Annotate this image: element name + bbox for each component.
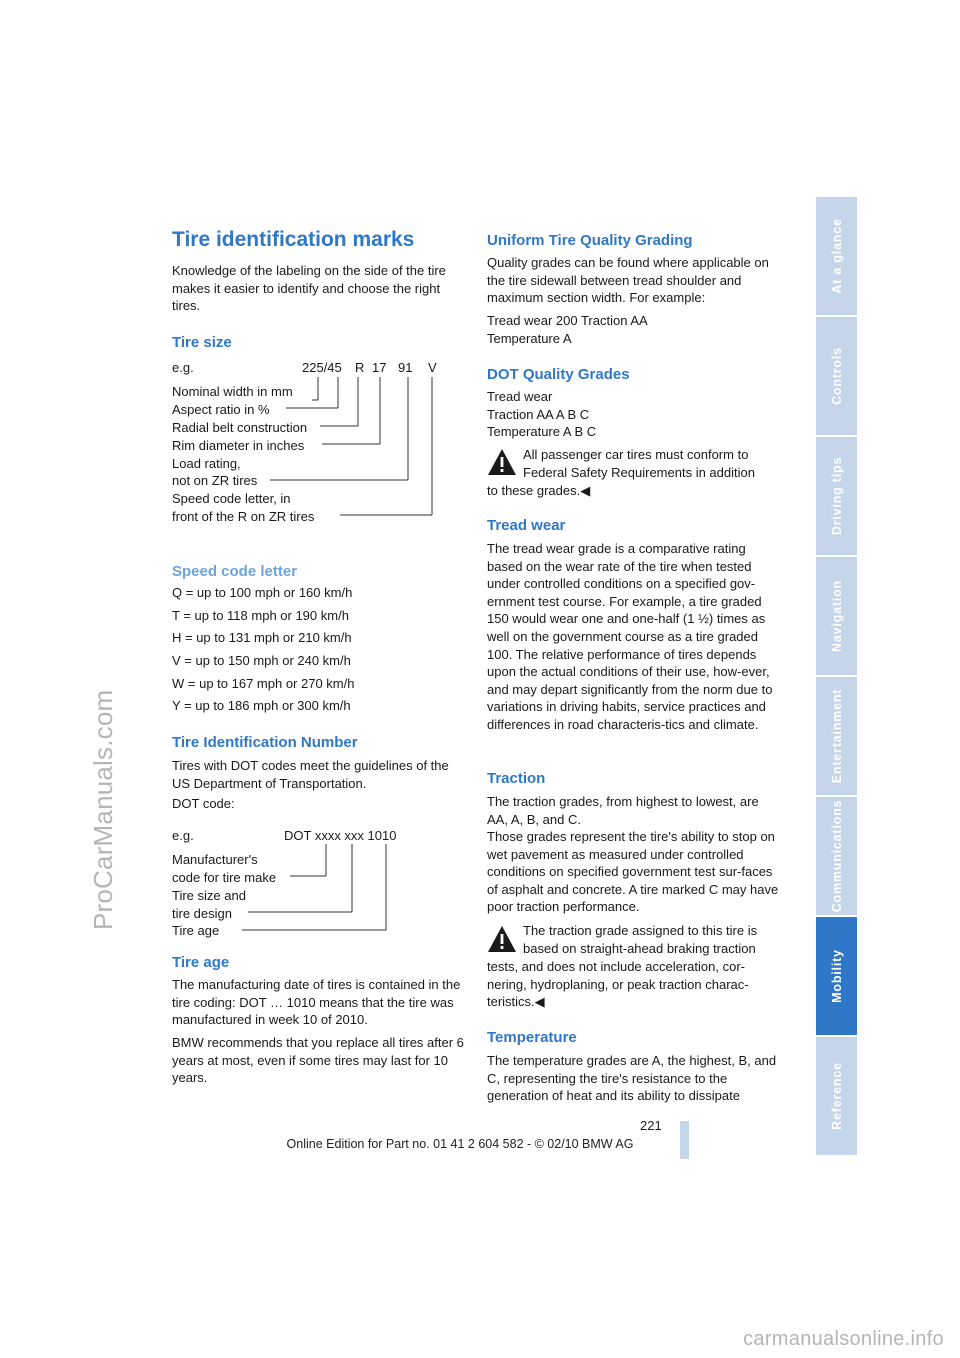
label-load: Load rating, [172,456,241,471]
dot-code-diagram [172,826,462,938]
traction-heading: Traction [487,770,546,787]
speed-item: W = up to 167 mph or 270 km/h [172,676,355,691]
traction-warning-text: tests, and does not include acceleration, cor-nering, hydroplaning, or peak traction charac-teristics.◀ [487,959,749,1010]
utqg-example: Temperature A [487,331,572,346]
dot-warning-text: Federal Safety Requirements in addition [523,465,755,480]
dot-grade-line: Temperature A B C [487,424,597,439]
tab-entertainment[interactable]: Entertainment [816,677,857,797]
temperature-heading: Temperature [487,1029,577,1046]
watermark-text: ProCarManuals.com [88,689,118,930]
tab-navigation[interactable]: Navigation [816,557,857,677]
label-manufacturer: Manufacturer's [172,852,258,867]
speed-item: T = up to 118 mph or 190 km/h [172,608,349,623]
utqg-text: Quality grades can be found where applicable on the tire sidewall between tread shoulder and maximum section width. For example: [487,255,769,306]
code-load: 91 [398,360,413,375]
label-width: Nominal width in mm [172,384,293,399]
page-title: Tire identification marks [172,228,415,251]
code-width: 225/45 [302,360,342,375]
intro-text: Knowledge of the labeling on the side of the tire makes it easier to identify and choose the right tires. [172,263,446,314]
label-tire-age: Tire age [172,923,220,938]
tab-controls[interactable]: Controls [816,317,857,437]
dot-grade-line: Traction AA A B C [487,407,590,422]
speed-item: V = up to 150 mph or 240 km/h [172,653,351,668]
tab-communications[interactable]: Communications [816,797,857,917]
tin-heading: Tire Identification Number [172,734,358,751]
page-number: 221 [640,1118,662,1133]
tire-size-heading: Tire size [172,334,232,351]
tin-text: Tires with DOT codes meet the guidelines of the US Department of Transportation. [172,758,449,791]
footer [0,1137,960,1151]
code-rim: 17 [372,360,387,375]
warning-icon [487,925,517,953]
label-rim: Rim diameter in inches [172,438,305,453]
temperature-text: The temperature grades are A, the highest, B, and C, representing the tire's resistance to the generation of heat and its ability to dissipate [487,1053,777,1104]
dot-grade-line: Tread wear [487,389,553,404]
speed-item: Y = up to 186 mph or 300 km/h [172,698,351,713]
speed-item: H = up to 131 mph or 210 km/h [172,630,352,645]
label-manufacturer-note: code for tire make [172,870,277,885]
label-size-design: Tire size and [172,888,246,903]
tread-wear-heading: Tread wear [487,517,566,534]
traction-description: Those grades represent the tire's ability to stop on wet pavement as measured under controlled conditions on specified government test sur-faces of asphalt and concrete. A tire marked C may have poor traction performance. [487,829,779,915]
tire-size-diagram [172,358,462,528]
label-load-note: not on ZR tires [172,473,258,488]
dot-warning-text: All passenger car tires must conform to [523,447,749,462]
dot-code-example: DOT xxxx xxx 1010 [284,828,397,843]
tab-reference[interactable]: Reference [816,1037,857,1157]
chapter-tabs [816,197,857,1157]
label-construction: Radial belt construction [172,420,308,435]
speed-code-heading: Speed code letter [172,563,298,580]
tread-wear-text: The tread wear grade is a comparative rating based on the wear rate of the tire when tested under controlled conditions on a specified gov-ernment test course. For example, a tire graded 150 would wear one and one-half (1 ½) times as well on the government course as a tire graded 100. The relative performance of tires depends upon the actual conditions of their use, how-ever, and may depart significantly from the norm due to variations in driving habits, service practices and differences in road characteris-tics and climate. [487,541,773,732]
label-size-design-note: tire design [172,906,232,921]
tab-driving-tips[interactable]: Driving tips [816,437,857,557]
tab-mobility[interactable]: Mobility [816,917,857,1037]
label-speed-note: front of the R on ZR tires [172,509,315,524]
traction-text: The traction grades, from highest to lowest, are AA, A, B, and C. [487,794,759,827]
tire-age-recommendation: BMW recommends that you replace all tires after 6 years at most, even if some tires may last for 10 years. [172,1035,464,1086]
dot-eg: e.g. [172,828,194,843]
utqg-heading: Uniform Tire Quality Grading [487,232,693,249]
speed-item: Q = up to 100 mph or 160 km/h [172,585,353,600]
utqg-example: Tread wear 200 Traction AA [487,313,648,328]
warning-icon [487,448,517,476]
label-speed: Speed code letter, in [172,491,291,506]
code-speed: V [428,360,437,375]
traction-warning-text: The traction grade assigned to this tire is [523,923,758,938]
tire-size-eg: e.g. [172,360,194,375]
label-aspect: Aspect ratio in % [172,402,270,417]
traction-warning-text: based on straight-ahead braking traction [523,941,756,956]
tab-at-a-glance[interactable]: At a glance [816,197,857,317]
site-logo: carmanualsonline.info [743,1328,944,1350]
tire-age-text: The manufacturing date of tires is contained in the tire coding: DOT … 1010 means that the tire was manufactured in week 10 of 2010. [172,977,461,1028]
footer-text: Online Edition for Part no. 01 41 2 604 582 - © 02/10 BMW AG [286,1137,634,1151]
code-construction: R [355,360,365,375]
dot-grades-heading: DOT Quality Grades [487,366,630,383]
dot-code-label: DOT code: [172,796,235,811]
dot-warning-text: to these grades.◀ [487,483,591,498]
tire-age-heading: Tire age [172,954,230,971]
